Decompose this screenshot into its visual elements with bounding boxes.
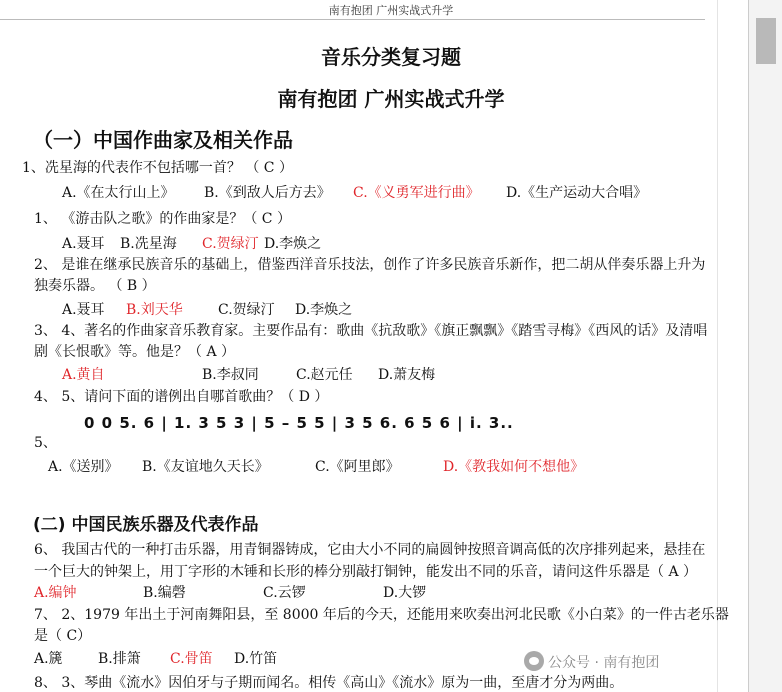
q2-option-d: D.李焕之 [264,236,322,252]
q4-option-c: C.赵元任 [296,367,353,383]
q4-option-b: B.李叔同 [202,367,259,383]
question-6-line1: 6、 我国古代的一种打击乐器，用青铜器铸成，它由大小不同的扁圆钟按照音调高低的次序排列起来，悬挂在 [34,542,706,558]
q5-option-a: A.《送别》 [48,459,119,475]
question-5-number: 5、 [34,435,57,451]
q7-option-b: B.排箫 [98,651,141,667]
music-notation: 0 0 5. 6 | 1. 3 5 3 | 5 – 5 5 | 3 5 6. 6 5 6 | i. 3.. [84,414,514,432]
q4-option-d: D.萧友梅 [378,367,436,383]
q4-option-a: A.黄自 [62,367,105,383]
question-3-line1: 2、 是谁在继承民族音乐的基础上，借鉴西洋音乐技法，创作了许多民族音乐新作，把二胡从伴奏乐器上升为 [34,257,706,273]
q1-option-d: D.《生产运动大合唱》 [506,185,648,201]
section-heading-1: （一）中国作曲家及相关作品 [33,128,293,152]
question-4-line2: 剧《长恨歌》等。他是？（ A ） [34,344,236,360]
q7-option-c: C.骨笛 [170,651,213,667]
q2-option-c: C.贺绿汀 [202,236,259,252]
doc-subtitle: 南有抱团 广州实战式升学 [277,87,505,111]
q7-option-a: A.篪 [34,651,63,667]
q1-option-c: C.《义勇军进行曲》 [353,185,480,201]
question-4-line1: 3、 4、著名的作曲家音乐教育家。主要作品有：歌曲《抗敌歌》《旗正飘飘》《踏雪寻梅》《西风的话》及清唱 [34,323,708,339]
q3-option-a: A.聂耳 [62,302,105,318]
q5-option-c: C.《阿里郎》 [315,459,400,475]
question-7-line1: 7、 2、1979 年出土于河南舞阳县，至 8000 年后的今天，还能用来吹奏出河北民歌《小白菜》的一件古老乐器 [34,607,729,623]
section-heading-2: (二) 中国民族乐器及代表作品 [33,515,259,535]
question-3-line2: 独奏乐器。 （ B ） [34,278,156,294]
q2-option-b: B.冼星海 [120,236,177,252]
q6-option-b: B.编磬 [143,585,186,601]
q3-option-c: C.贺绿汀 [218,302,275,318]
q6-option-d: D.大锣 [383,585,427,601]
question-7-line2: 是（ C） [34,628,92,644]
doc-title: 音乐分类复习题 [321,45,461,69]
wechat-icon [524,651,544,671]
q3-option-d: D.李焕之 [295,302,353,318]
watermark-text: 公众号 · 南有抱团 [548,655,660,671]
q3-option-b: B.刘天华 [126,302,183,318]
question-6-line2: 一个巨大的钟架上，用丁字形的木锤和长形的棒分别敲打铜钟，能发出不同的乐音，请问这件乐器是（ A ） [34,564,698,580]
question-1: 1、冼星海的代表作不包括哪一首？ （ C ） [22,160,293,176]
q1-option-a: A.《在太行山上》 [62,185,175,201]
q1-option-b: B.《到敌人后方去》 [204,185,331,201]
header-rule [0,19,705,20]
question-5: 4、 5、请问下面的谱例出自哪首歌曲？（ D ） [34,389,329,405]
q7-option-d: D.竹笛 [234,651,278,667]
running-header: 南有抱团 广州实战式升学 [328,4,454,17]
q6-option-c: C.云锣 [263,585,306,601]
q5-option-d: D.《教我如何不想他》 [443,459,585,475]
q6-option-a: A.编钟 [34,585,77,601]
q2-option-a: A.聂耳 [62,236,105,252]
q5-option-b: B.《友谊地久天长》 [142,459,269,475]
question-2: 1、 《游击队之歌》的作曲家是？（ C ） [34,211,291,227]
question-8-line1: 8、 3、琴曲《流水》因伯牙与子期而闻名。相传《高山》《流水》原为一曲，至唐才分为两曲。 [34,675,624,691]
